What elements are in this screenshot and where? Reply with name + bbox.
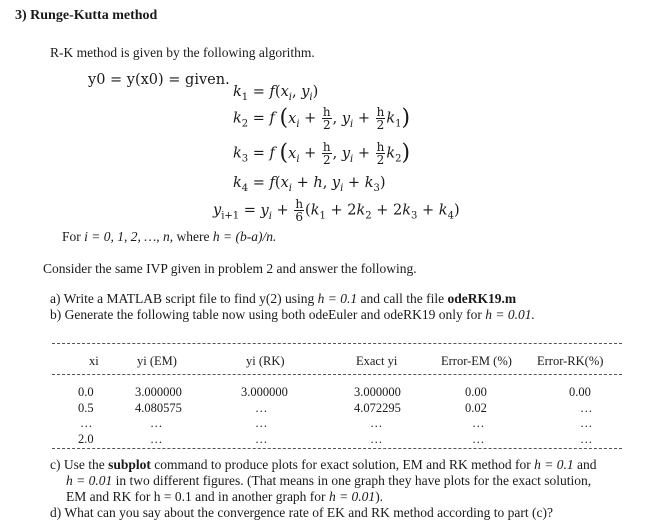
cell: …: [80, 416, 93, 430]
cell: 2.0: [78, 432, 94, 446]
cell: …: [255, 416, 268, 430]
item-d: d) What can you say about the convergence rate of EK and RK method according to part (c)?: [50, 505, 553, 520]
cell: 3.000000: [354, 385, 401, 399]
cell: 4.072295: [354, 401, 401, 415]
formula-y-next: $y_{i+1} = y_i$ + $\frac{h}{6}$ $(k_1 + 2k_2 + 2k_3 + k_4)$: [213, 197, 460, 224]
cell: …: [255, 432, 268, 446]
table-top-rule: [52, 343, 622, 344]
cell: 0.5: [78, 401, 94, 415]
item-c-line3: EM and RK for h = 0.1 and in another graph for h = 0.01).: [66, 489, 384, 504]
header-yi-rk: yi (RK): [246, 354, 285, 368]
formula-k4: $k_4 = f(x_i + h$, $y_i + k_3$): [233, 175, 386, 194]
formula-k1: $k_1 = f(x_i$, $y_i$): [233, 84, 319, 103]
cell: 3.000000: [135, 385, 182, 399]
cell: …: [472, 432, 485, 446]
cell: …: [370, 432, 383, 446]
cell: …: [255, 401, 268, 415]
cell: …: [580, 416, 593, 430]
header-yi-em: yi (EM): [137, 354, 177, 368]
header-error-em: Error-EM (%): [441, 354, 512, 368]
cell: …: [150, 416, 163, 430]
section-heading: 3) Runge-Kutta method: [15, 8, 158, 23]
item-a: a) Write a MATLAB script file to find y(2) using h = 0.1 and call the file odeRK19.m: [50, 291, 517, 306]
item-c-line2: h = 0.01 in two different figures. (That means in one graph they have plots for the exact solution,: [66, 473, 592, 488]
cell: …: [580, 401, 593, 415]
for-line: For i = 0, 1, 2, …, n, where h = (b-a)/n.: [62, 229, 277, 244]
item-b: b) Generate the following table now using both odeEuler and odeRK19 only for h = 0.01.: [50, 307, 535, 322]
cell: …: [150, 432, 163, 446]
cell: 0.00: [465, 385, 487, 399]
header-exact: Exact yi: [356, 354, 398, 368]
table-bottom-rule: [52, 448, 622, 449]
formula-k2: $k_2 = f$ ($x_i$ + $\frac{h}{2}$ , $y_i$ + $\frac{h}{2}$ $k_1$): [233, 105, 411, 132]
cell: 4.080575: [135, 401, 182, 415]
formula-k3: $k_3 = f$ ($x_i$ + $\frac{h}{2}$ , $y_i$ + $\frac{h}{2}$ $k_2$): [233, 140, 411, 167]
cell: 3.000000: [241, 385, 288, 399]
cell: 0.00: [569, 385, 591, 399]
table-header-rule: [52, 374, 622, 375]
header-xi: xi: [89, 354, 99, 368]
initial-condition: y0 = y(x0) = given.: [88, 72, 230, 88]
intro-text: R-K method is given by the following algorithm.: [50, 45, 315, 60]
consider-text: Consider the same IVP given in problem 2 and answer the following.: [43, 261, 417, 276]
cell: …: [580, 432, 593, 446]
cell: …: [472, 416, 485, 430]
cell: …: [370, 416, 383, 430]
item-c-line1: c) Use the subplot command to produce plots for exact solution, EM and RK method for h = 0.1 and: [50, 457, 597, 472]
header-error-rk: Error-RK(%): [537, 354, 604, 368]
cell: 0.02: [465, 401, 487, 415]
cell: 0.0: [78, 385, 94, 399]
